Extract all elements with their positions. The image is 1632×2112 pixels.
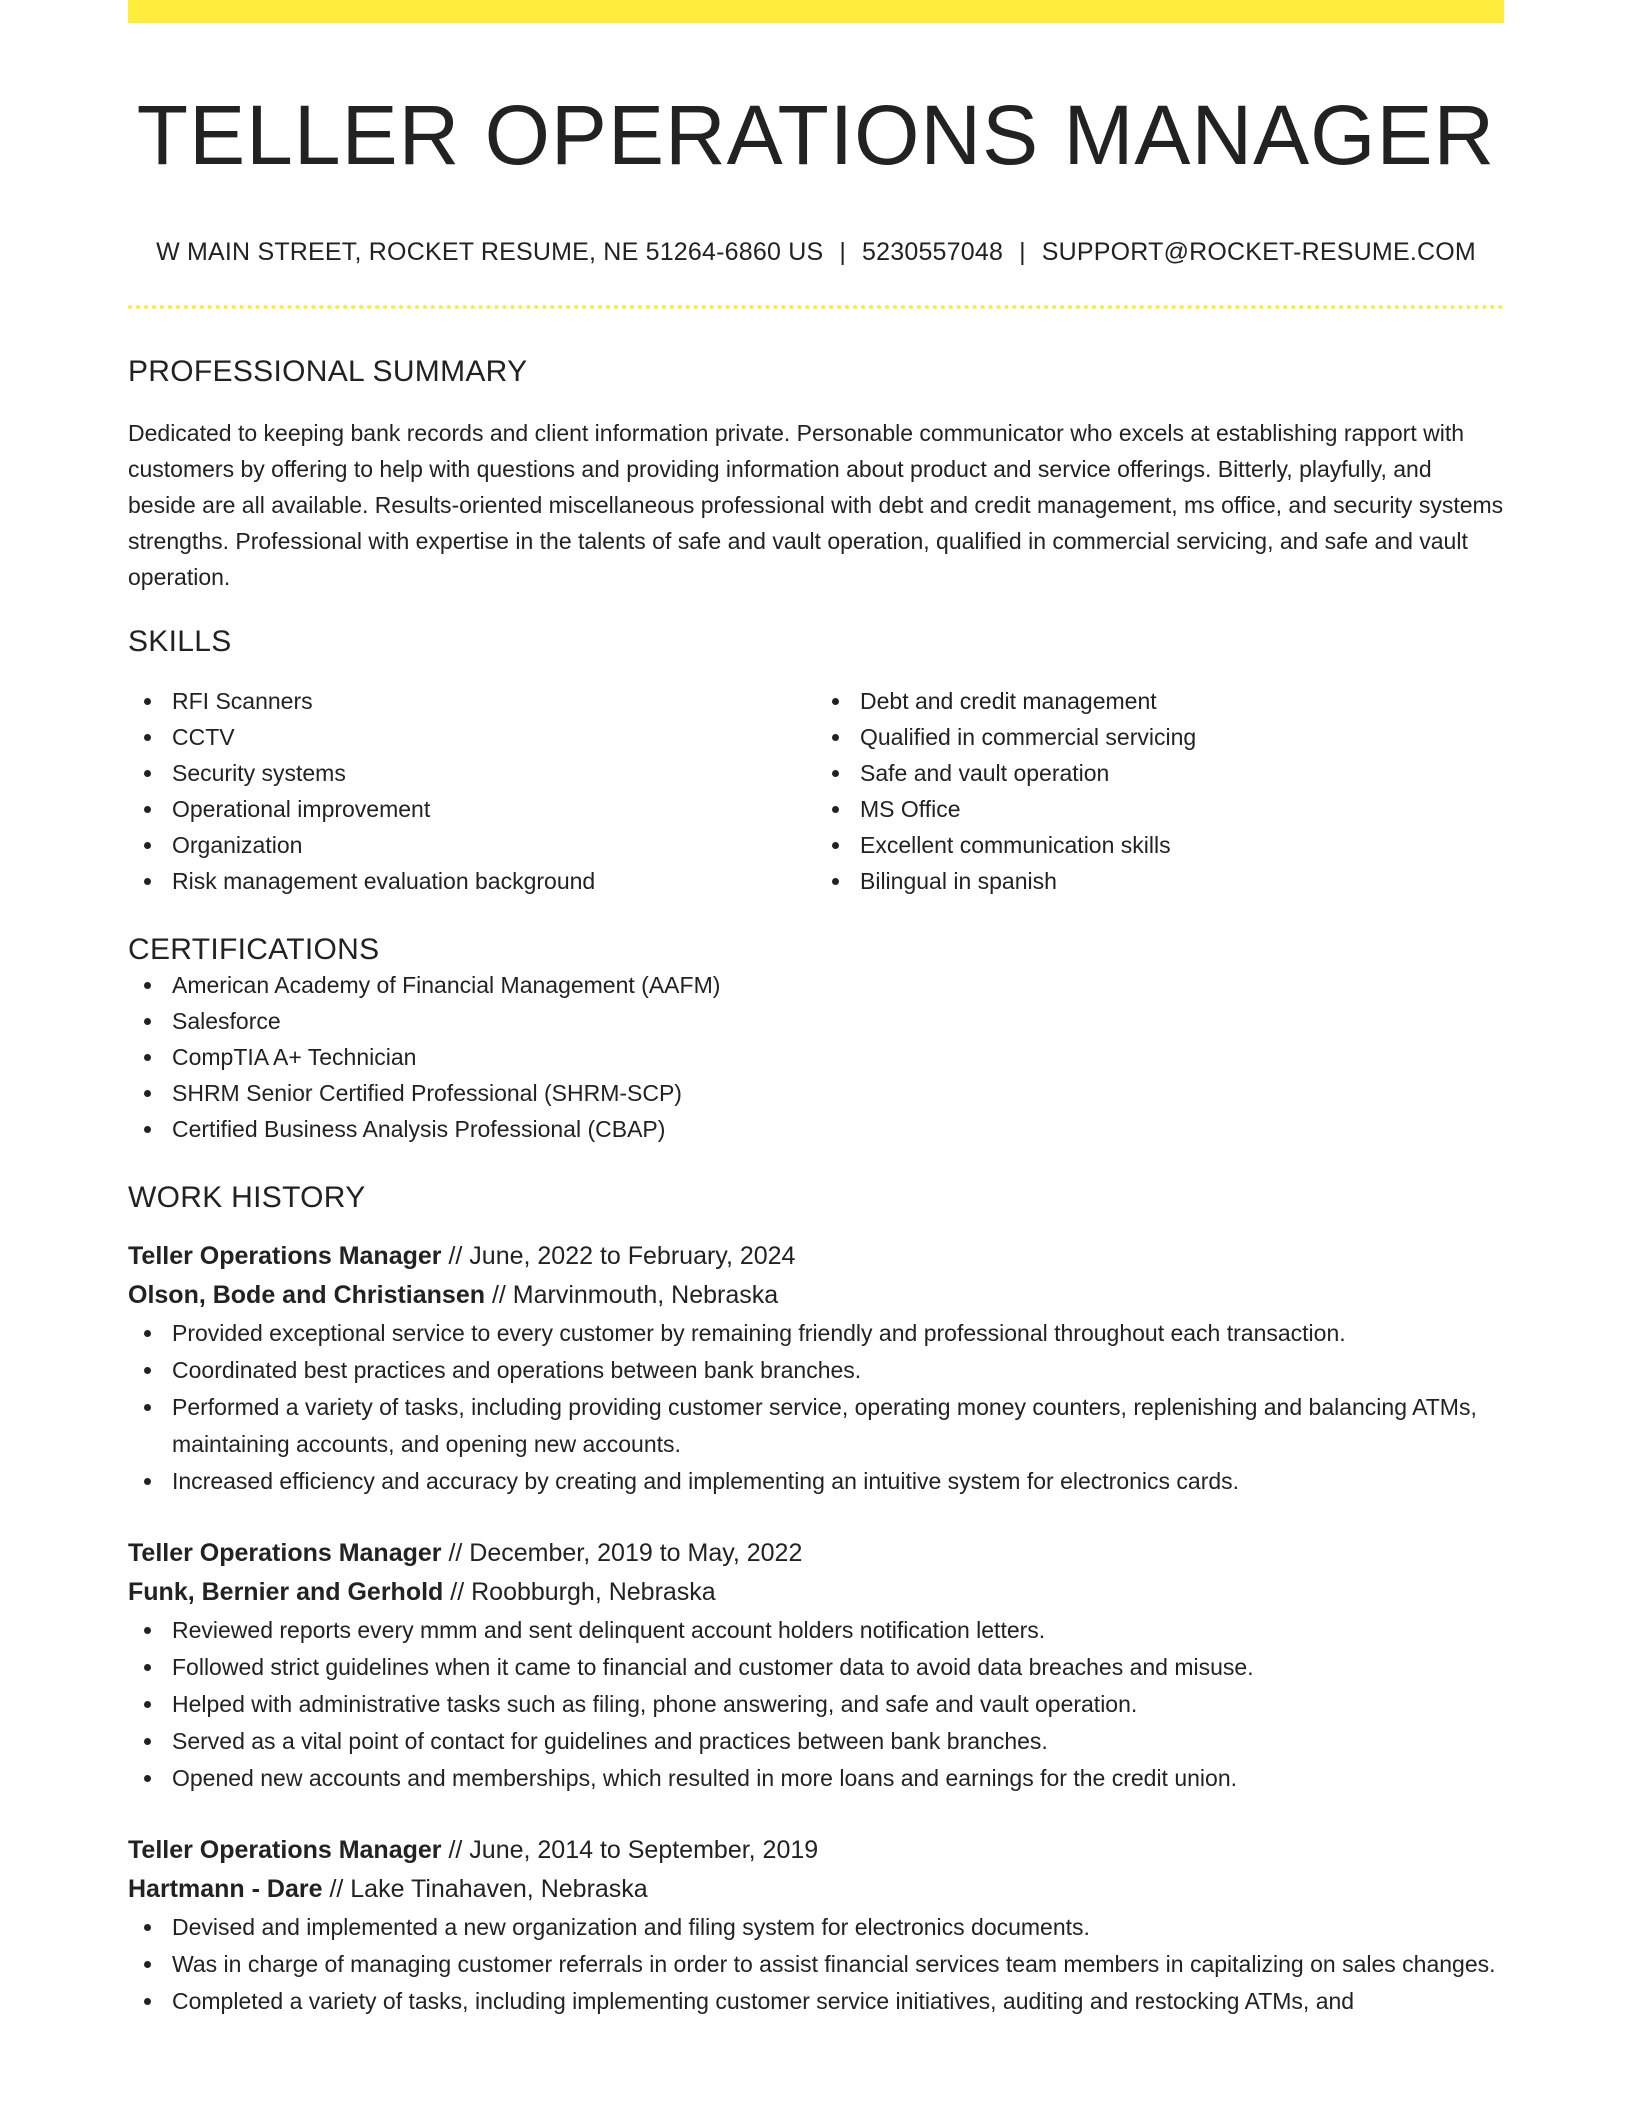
job-dates: // June, 2014 to September, 2019	[441, 1835, 819, 1864]
skill-item: Operational improvement	[128, 791, 816, 827]
job-company-line	[128, 1276, 1504, 1315]
job-duty-item: Helped with administrative tasks such as filing, phone answering, and safe and vault operation.	[128, 1686, 1504, 1723]
contact-separator: |	[1019, 237, 1026, 266]
job-duties-list	[128, 1612, 1504, 1797]
section-title-skills: SKILLS	[128, 624, 232, 658]
certification-item: Certified Business Analysis Professional (CBAP)	[128, 1111, 1504, 1147]
job-duty-item: Completed a variety of tasks, including implementing customer service initiatives, auditing and restocking ATMs, and	[128, 1983, 1504, 2020]
job-dates: // June, 2022 to February, 2024	[441, 1241, 796, 1270]
job-location: // Marvinmouth, Nebraska	[485, 1280, 779, 1309]
job-duty-item: Was in charge of managing customer referrals in order to assist financial services team members in capitalizing on sales changes.	[128, 1946, 1504, 1983]
job-duty-item: Reviewed reports every mmm and sent delinquent account holders notification letters.	[128, 1612, 1504, 1649]
job-duties-list	[128, 1315, 1504, 1500]
job-duty-item: Provided exceptional service to every customer by remaining friendly and professional throughout each transaction.	[128, 1315, 1504, 1352]
certification-item: American Academy of Financial Management (AAFM)	[128, 967, 1504, 1003]
job-role: Teller Operations Manager	[128, 1835, 442, 1864]
job-duty-item: Followed strict guidelines when it came to financial and customer data to avoid data breaches and misuse.	[128, 1649, 1504, 1686]
resume-page	[128, 0, 1504, 2020]
skill-item: Safe and vault operation	[816, 755, 1504, 791]
certification-item: Salesforce	[128, 1003, 1504, 1039]
skill-item: Debt and credit management	[816, 683, 1504, 719]
skill-item: Risk management evaluation background	[128, 863, 816, 899]
certifications-list	[128, 967, 1504, 1147]
job-location: // Roobburgh, Nebraska	[443, 1577, 716, 1606]
skill-item: MS Office	[816, 791, 1504, 827]
contact-line	[128, 238, 1504, 267]
job-duty-item: Increased efficiency and accuracy by creating and implementing an intuitive system for electronics cards.	[128, 1463, 1504, 1500]
skill-item: Security systems	[128, 755, 816, 791]
certification-item: CompTIA A+ Technician	[128, 1039, 1504, 1075]
contact-separator: |	[839, 237, 847, 266]
summary-text: Dedicated to keeping bank records and client information private. Personable communicator who excels at establishing rapport with customers by offering to help with questions and providing information about product and service offerings. Bitterly, playfully, and beside are all available. Results-oriented miscellaneous professional with debt and credit management, ms office, and security systems strengths. Professional with expertise in the talents of safe and vault operation, qualified in commercial servicing, and safe and vault operation.	[128, 419, 1504, 590]
job-title-line	[128, 1237, 1504, 1276]
job-title-line	[128, 1534, 1504, 1573]
skill-item: RFI Scanners	[128, 683, 816, 719]
job-duty-item: Devised and implemented a new organization and filing system for electronics documents.	[128, 1909, 1504, 1946]
job-title-line	[128, 1831, 1504, 1870]
skill-item: Organization	[128, 827, 816, 863]
contact-phone[interactable]: 5230557048	[862, 237, 1004, 266]
job-dates: // December, 2019 to May, 2022	[441, 1538, 803, 1567]
candidate-name-title: TELLER OPERATIONS MANAGER	[136, 88, 1496, 182]
job-location: // Lake Tinahaven, Nebraska	[322, 1874, 648, 1903]
job-entry	[128, 1237, 1504, 1500]
skill-item: Qualified in commercial servicing	[816, 719, 1504, 755]
certification-item: SHRM Senior Certified Professional (SHRM-SCP)	[128, 1075, 1504, 1111]
skill-item: CCTV	[128, 719, 816, 755]
job-role: Teller Operations Manager	[128, 1241, 442, 1270]
skill-item: Bilingual in spanish	[816, 863, 1504, 899]
skills-columns	[128, 683, 1504, 899]
job-duty-item: Opened new accounts and memberships, which resulted in more loans and earnings for the credit union.	[128, 1760, 1504, 1797]
accent-top-bar	[128, 0, 1504, 23]
job-duty-item: Served as a vital point of contact for guidelines and practices between bank branches.	[128, 1723, 1504, 1760]
job-duty-item: Coordinated best practices and operations between bank branches.	[128, 1352, 1504, 1389]
job-company-line	[128, 1870, 1504, 1909]
job-duty-item: Performed a variety of tasks, including providing customer service, operating money counters, replenishing and balancing ATMs, maintaining accounts, and opening new accounts.	[128, 1389, 1504, 1463]
job-entry	[128, 1831, 1504, 2020]
job-company: Funk, Bernier and Gerhold	[128, 1577, 444, 1606]
contact-email[interactable]: SUPPORT@ROCKET-RESUME.COM	[1041, 237, 1476, 266]
job-role: Teller Operations Manager	[128, 1538, 442, 1567]
section-title-certifications: CERTIFICATIONS	[128, 932, 380, 966]
section-title-summary: PROFESSIONAL SUMMARY	[128, 354, 528, 388]
job-company: Olson, Bode and Christiansen	[128, 1280, 485, 1309]
skills-list-right	[816, 683, 1504, 899]
section-title-work-history: WORK HISTORY	[128, 1180, 366, 1214]
skill-item: Excellent communication skills	[816, 827, 1504, 863]
job-entry	[128, 1534, 1504, 1797]
job-duties-list	[128, 1909, 1504, 2020]
job-company: Hartmann - Dare	[128, 1874, 323, 1903]
contact-address: W MAIN STREET, ROCKET RESUME, NE 51264-6860 US	[156, 237, 824, 266]
job-company-line	[128, 1573, 1504, 1612]
dotted-divider	[128, 305, 1504, 309]
skills-list-left	[128, 683, 816, 899]
